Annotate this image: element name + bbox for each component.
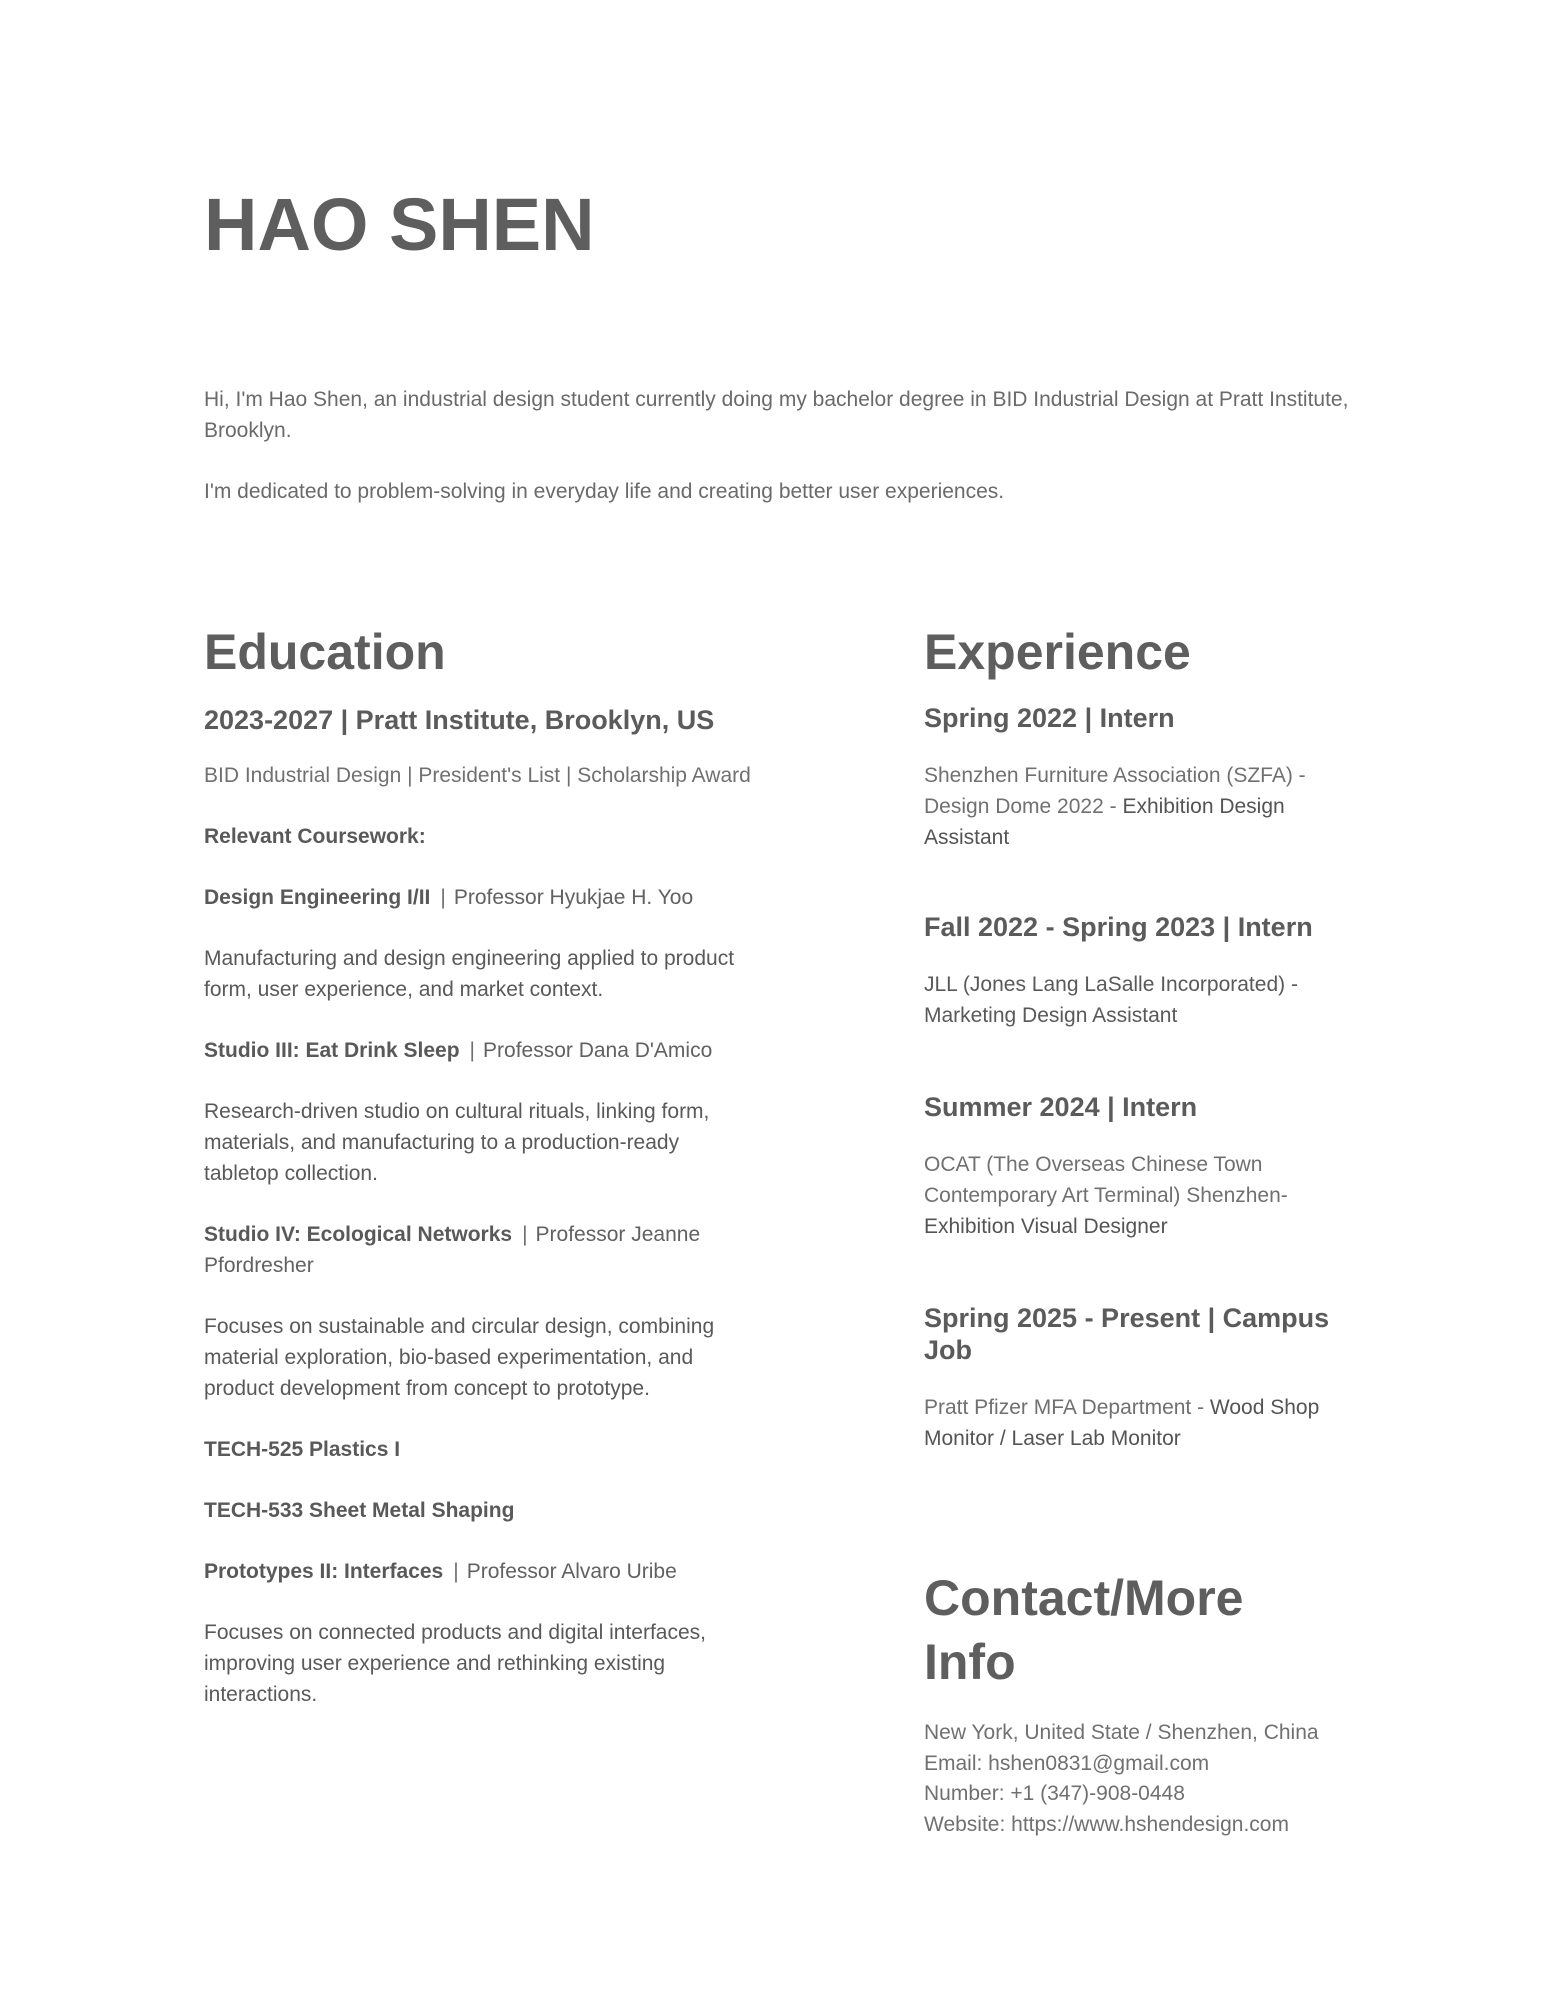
- course-2-separator: |: [469, 1039, 476, 1062]
- course-2-title: Studio III: Eat Drink Sleep: [204, 1039, 460, 1062]
- education-degree-line: BID Industrial Design | President's List | Scholarship Award: [204, 764, 751, 787]
- experience-item-3-heading: Summer 2024 | Intern: [924, 1092, 1198, 1122]
- intro-paragraph-1: Hi, I'm Hao Shen, an industrial design student currently doing my bachelor degree in BID Industrial Design at Pratt Institute, Brooklyn.: [204, 388, 1349, 442]
- experience-item-1-role: Exhibition Design Assistant: [924, 795, 1285, 849]
- tech-course-1: TECH-525 Plastics I: [204, 1438, 401, 1461]
- contact-email[interactable]: Email: hshen0831@gmail.com: [924, 1751, 1210, 1775]
- course-2-description: Research-driven studio on cultural rituals, linking form, materials, and manufacturing to a production-ready tabletop collection.: [204, 1100, 710, 1185]
- experience-item-4: [924, 1302, 1344, 1454]
- course-1-separator: |: [440, 886, 446, 909]
- course-3-header: [204, 1219, 744, 1281]
- experience-item-2: [924, 911, 1344, 1031]
- resume-name: HAO SHEN: [204, 183, 595, 266]
- course-3-title: Studio IV: Ecological Networks: [204, 1223, 513, 1246]
- course-4-separator: |: [453, 1560, 459, 1583]
- course-1-title: Design Engineering I/II: [204, 886, 431, 909]
- coursework-label: Relevant Coursework:: [204, 825, 426, 848]
- experience-title: Experience: [924, 624, 1191, 680]
- course-3-description: Focuses on sustainable and circular design, combining material exploration, bio-based experimentation, and product development from concept to prototype.: [204, 1315, 715, 1400]
- intro-paragraph-2: I'm dedicated to problem-solving in everyday life and creating better user experiences.: [204, 480, 1005, 503]
- course-1-description: Manufacturing and design engineering applied to product form, user experience, and market context.: [204, 947, 735, 1001]
- experience-item-1: [924, 702, 1344, 853]
- course-3-professor: Professor Jeanne Pfordresher: [204, 1223, 701, 1277]
- course-1-professor: Professor Hyukjae H. Yoo: [453, 886, 694, 909]
- course-4-professor: Professor Alvaro Uribe: [466, 1560, 677, 1583]
- contact-location: New York, United State / Shenzhen, China: [924, 1721, 1319, 1744]
- contact-info: [924, 1718, 1344, 1840]
- education-section: [204, 620, 774, 1710]
- experience-item-4-org: Pratt Pfizer MFA Department -: [924, 1396, 1210, 1419]
- experience-item-3-org: OCAT (The Overseas Chinese Town Contemporary Art Terminal) Shenzhen-: [924, 1153, 1288, 1207]
- experience-item-4-text: [924, 1392, 1344, 1454]
- experience-item-4-heading: Spring 2025 - Present | Campus Job: [924, 1303, 1330, 1365]
- experience-item-2-heading: Fall 2022 - Spring 2023 | Intern: [924, 912, 1313, 942]
- experience-item-4-role: Wood Shop Monitor / Laser Lab Monitor: [924, 1396, 1320, 1450]
- intro-section: [204, 384, 1354, 537]
- experience-item-3: [924, 1091, 1344, 1242]
- course-2-professor: Professor Dana D'Amico: [483, 1039, 713, 1062]
- education-school-line: 2023-2027 | Pratt Institute, Brooklyn, US: [204, 705, 715, 735]
- experience-item-1-heading: Spring 2022 | Intern: [924, 703, 1175, 733]
- course-2-header: [204, 1035, 774, 1066]
- contact-website[interactable]: Website: https://www.hshendesign.com: [924, 1812, 1289, 1836]
- experience-section: [924, 620, 1344, 1840]
- experience-item-3-role: Exhibition Visual Designer: [924, 1215, 1168, 1238]
- course-4-title: Prototypes II: Interfaces: [204, 1560, 444, 1583]
- contact-number: Number: +1 (347)-908-0448: [924, 1782, 1185, 1805]
- experience-item-2-org: JLL (Jones Lang LaSalle Incorporated) - Marketing Design Assistant: [924, 973, 1298, 1027]
- course-4-header: [204, 1556, 774, 1587]
- tech-course-2: TECH-533 Sheet Metal Shaping: [204, 1499, 515, 1522]
- contact-title: Contact/More Info: [924, 1570, 1244, 1690]
- experience-item-2-text: [924, 969, 1344, 1031]
- experience-item-3-text: [924, 1149, 1344, 1242]
- course-1-header: [204, 882, 774, 913]
- experience-item-1-org: Shenzhen Furniture Association (SZFA) - Design Dome 2022 -: [924, 764, 1306, 818]
- course-4-description: Focuses on connected products and digital interfaces, improving user experience and rethinking existing interactions.: [204, 1621, 706, 1706]
- experience-item-1-text: [924, 760, 1344, 853]
- education-title: Education: [204, 624, 446, 680]
- course-3-separator: |: [522, 1223, 528, 1246]
